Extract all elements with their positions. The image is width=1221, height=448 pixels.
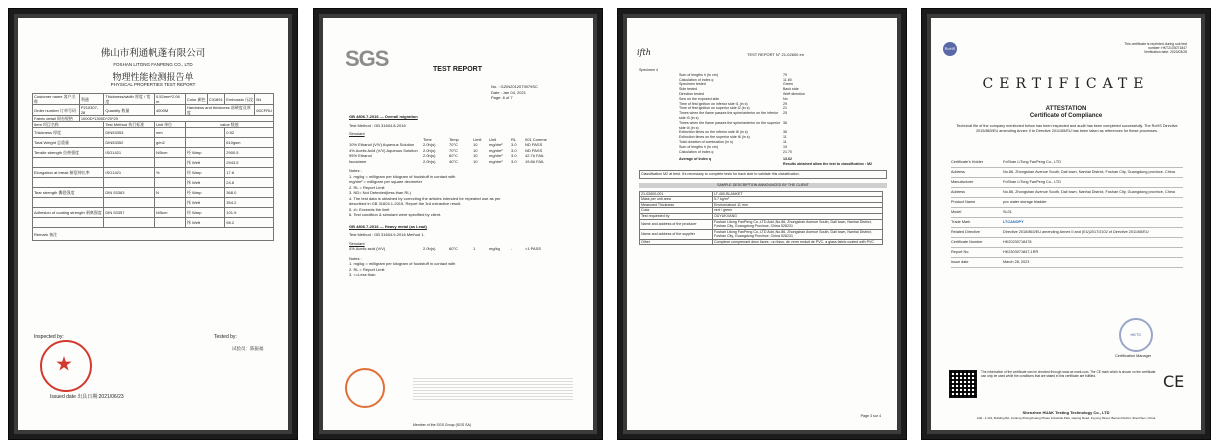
column-header: Item 项目名称 [33,122,104,128]
issuer-name: Shenzhen HUAK Testing Technology Co., LTD [1022,410,1110,415]
table-row [349,159,569,165]
field-label: Certificate's Holder [951,160,983,164]
column-header: Test Method 执行标准 [104,122,155,128]
rohs-logo: RoHS [943,42,957,56]
cell: % [154,168,185,178]
note-line: mg/dm² = milligram per square decimeter [349,179,423,184]
cell: Fabric detail 网布规格 [33,116,80,122]
cell: 21-02600-001 [640,191,713,197]
field-value: HK2303071847-1RR [1003,250,1039,254]
cell: 5.7 kg/m² [713,197,883,203]
cell [154,218,185,228]
cell: 2.0h(s) [423,158,436,164]
cell: 3.0 [511,158,517,164]
cell: 2.0h(s) [423,153,436,158]
field-label: Model [951,210,962,214]
cell: g/m2 [154,138,185,148]
cell: Embossin 压纹 [225,94,255,105]
report-title-cn: 物理性能检测报告单 [112,73,194,83]
field-value: HK20230718478 [1003,240,1032,244]
cell [104,198,155,208]
measurement-label: Extinction times on the inferior side t5 (in s) [679,130,748,135]
column-header: Limit [473,136,482,142]
field-row [951,218,1183,228]
report-number: No. : GZIN2012073979SC [491,84,538,89]
report-body [639,68,887,245]
compliance-line: Certificate of Compliance [1029,113,1103,119]
cell: mm [154,128,185,138]
measurement-value: Weft direction [783,91,805,96]
note-line: 2. RL = Report Limit [349,266,385,272]
cell: B4 [255,94,274,105]
field-value: FoShan LiTong FanPeng Co., LTD [1003,160,1061,164]
cell: 0.52 [225,128,274,138]
fire-test-report [627,18,897,430]
measurement-label: Total duration of combustion (in s) [679,139,733,144]
hktc-seal: HKTC [1119,318,1153,352]
table-row [33,168,274,178]
table-row [349,246,569,252]
note-line: 3. ND= Not Detected(less than RL) [349,190,411,195]
measurement-label: Extinction times on the superior side t6 (in s) [679,135,750,140]
field-label: Manufacturer [951,180,974,184]
cell: 1000D*1300D*20*20 [79,116,273,122]
certification-manager: Certification Manager [1115,354,1152,358]
heavy-metal-rows [349,246,569,252]
cell: Quantity 数量 [104,105,155,116]
verification-note: The information of the certificate can be checked through www.ce-mark.com. The CE mark which is shown on the certificate can only be used while the conditions that are stated in this certificate are fulfilled. [981,370,1156,378]
notes-list [349,174,569,218]
cell: 3.0 [511,147,517,153]
attestation-line: ATTESTATION [1045,106,1087,112]
cell: - [511,246,513,251]
lab-logo: ifth [637,48,651,57]
section-title: GB 4806.7-2016 — Overall migration [349,114,418,119]
notes-label: Notes : [349,168,362,173]
certificate-fields [951,158,1183,268]
cell [104,158,155,168]
table-row [33,208,274,218]
tester-signature: 试验员：陈振福 [232,346,264,351]
field-row [951,198,1183,208]
cell: ISO1421 [104,168,155,178]
cell: Other [640,239,713,245]
cell [33,178,104,188]
measurement-label: Calculation of index q [679,77,714,82]
measurement-row [639,150,887,155]
cell: Isooctane [349,158,367,164]
cell: 10 [473,147,478,153]
cell: mg/dm² [489,147,503,153]
cell: 4% Acetic acid (V/V) [349,246,386,251]
page-number: Page 3 sur 4 [860,414,881,418]
note-line: 1. mg/kg = milligram per kilogram of foodstuff in contact with [349,173,456,179]
field-label: Address [951,170,965,174]
cell: 3.0 [511,142,517,147]
table-row [33,198,274,208]
certificate-frame-3 [617,8,907,440]
field-row [951,258,1183,268]
cell: 纬 Weft [185,198,224,208]
measurement-list [639,73,887,155]
report-meta [491,84,538,101]
cell: 纬 Weft [185,218,224,228]
measurement-label: Times when the flame passes the spine/anterior on the superior side t4 (in s) [679,120,781,130]
cell [104,218,155,228]
cell: 60CFRU [255,105,274,116]
cell: 经 Warp [185,208,224,218]
cell [33,198,104,208]
cell: 纬 Weft [185,158,224,168]
simulant-label: Simulant [349,131,365,136]
report-title-en: PHYSICAL PROPERTIES TEST REPORT [110,82,196,87]
cell: <1 PASS [525,246,542,251]
header-line: This certificate is reprinted during sub test [1124,42,1187,46]
measurement-label: Sew on the exposed side [679,96,720,101]
table-row [33,218,274,228]
cell: 610gsm [225,138,274,148]
table-row [640,229,883,239]
cell: DIN53352 [104,138,155,148]
cell: vert / green [713,208,883,214]
cell: 19.8# FAIL [525,158,545,164]
cell: ND PASS [525,147,543,153]
notes-list [349,261,569,278]
measurement-row [639,121,887,131]
cell: 95% Ethanol [349,153,372,158]
measurement-value: 29 [783,101,787,106]
cell: 24.6 [225,178,274,188]
cell: 10 [473,158,478,164]
cell: 42.7# FAIL [525,153,545,158]
cell: 3.0 [511,153,517,158]
issue-date: Issued date 出具日期:2021/06/23 [50,394,124,400]
measurement-label: Side tested [679,87,697,92]
test-result-table [32,93,274,241]
cell: N/5cm [154,208,185,218]
cell: Tear strength 撕裂强度 [33,188,104,198]
field-label: Trade Mark [951,220,971,224]
measurement-value: 11.60 [783,77,792,82]
note-line: 4. The test data is obtained by correcting the articles intended for repeated use as per [349,195,501,201]
cell: DIN 53357 [104,208,155,218]
header-line: Verification date: 2023/03/28 [1144,50,1187,55]
cell: Thickness/width 厚度 / 宽度 [104,94,155,105]
cell: 2900.5 [225,148,274,158]
cell: Foshan Litong FanPeng Co.,LTD Add.;No.86, Zhongshan Avenue South, Dali town, Nanhai District, Foshan City, Guangdong Province, China 528231 [713,219,883,229]
field-label: Address [951,190,965,194]
cell: 2.0h(s) [423,147,436,153]
cell: Thickness 厚度 [33,128,104,138]
report-body [349,114,569,278]
field-value: pvc water storage bladder [1003,200,1047,204]
ce-mark-icon: CE [1163,372,1185,391]
report-date: Date : Jan 04, 2021 [491,89,526,95]
field-value: FoShan LiTong FanPeng Co., LTD [1003,180,1061,184]
physical-test-report [18,18,288,430]
measurement-value: 25 [783,111,787,116]
cell: mg/dm² [489,158,503,164]
cell [33,158,104,168]
note-line: 5. #= Exceeds the limit [349,206,390,212]
sgs-stamp [345,368,385,408]
cell: OUYUKXANG [713,213,883,219]
cell: Foshan Litong FanPeng Co.,LTD Add.;No.86, Zhongshan Avenue South, Dali town, Nanhai District, Foshan City, Guangdong Province, China 528231 [713,229,883,239]
cell [185,138,224,148]
column-header: RL [511,136,517,142]
cell: Color [640,208,713,214]
table-row [33,158,274,168]
section-title: GB 4806.7-2016 — Heavy metal (as Lead) [349,223,427,229]
cell: LT-400-BLANKET [713,191,883,197]
tested-by-label: Tested by: [214,334,237,340]
fine-print [413,378,573,402]
measurement-value: No [783,96,788,101]
table-row [33,128,274,138]
measurement-value: 21.70 [783,149,792,154]
cell: P210307-28 [79,105,104,116]
table-row [33,138,274,148]
field-label: Product Name [951,200,976,204]
field-label: Report No. [951,250,970,254]
cell [185,128,224,138]
measurement-label: Specimen tested [679,82,706,87]
cell: DIN53353 [104,128,155,138]
measurement-label: Calculation of index q [679,149,714,154]
report-header: TEST REPORT N° 21-02600 en [747,52,804,57]
trade-mark-logo: LTCANOPY [1003,220,1024,224]
company-seal-stamp [40,340,92,392]
column-header: value 数值 [185,122,273,128]
cell: Test requested by [640,213,713,219]
report-title: TEST REPORT [433,66,483,73]
measurement-label: Direction tested [679,91,704,96]
cell [154,198,185,208]
cell: Customer name 客户名称 [33,94,80,105]
inspected-by-label: Inspected by: [34,334,64,340]
field-value: No.86, Zhongshan Avenue South, Dali town, Nanhai District, Foshan City, Guangdong province, China [1003,190,1175,194]
section-title: SAMPLE DESCRIPTION ANNOUNCED BY THE CLIENT [639,183,887,188]
field-value: Directive 2015/863/EU amending Annex II and (EU)2017/2102 of Directive 2011/65/EU [1003,230,1149,234]
field-row [951,168,1183,178]
measurement-value: Green [783,82,793,87]
field-row [951,158,1183,168]
cell: mg/dm² [489,142,503,147]
certificate-frame-2 [313,8,603,440]
test-method: Test Method : GB 31604.8-2016 [349,122,406,128]
cell: Color 颜色 [185,94,207,105]
measurement-value: 11 [783,139,787,144]
measurement-label: Sum of lengths h (in cm) [679,144,718,149]
certificate-frame-1 [8,8,298,440]
header-note [1087,42,1187,55]
column-header: Unit [489,136,497,142]
cell: mg/dm² [489,153,503,158]
table-row [33,148,274,158]
field-row [951,238,1183,248]
cell: 10 [473,142,478,147]
table-row [33,188,274,198]
cell: 利通 [79,94,104,105]
cell: mg/kg [489,246,500,251]
table-row [640,239,883,245]
cell: Adhesion of coating strength 剥离强度 [33,208,104,218]
measurement-value: 19 [783,144,787,149]
measurement-label: Time of first ignition on superior side t2 (in s) [679,106,750,111]
note-line: described in GB 31604.1-2015. Report the 3rd extractive result. [349,201,462,206]
cell: N [154,188,185,198]
certificate-frame-4 [921,8,1211,440]
cell: 98.2 [225,218,274,228]
cell: DIN 53363 [104,188,155,198]
cell: Mass per unit area [640,197,713,203]
cell: Complexe comprenant deux faces : un tissu, de verre enduit de PVC, a glass fabric coated with PVC [713,239,883,245]
measurement-label: Times when the flame passes the spine/anterior on the inferior side t3 (in s) [679,111,779,120]
cell: 经 Warp [185,148,224,158]
company-name-cn: 佛山市利通帆蓬有限公司 [100,48,206,59]
cell: 0.52mm*2.06 m [154,94,185,105]
issuer-address: Add.: 1-101, Building B2, Junfeng Zhongchuang Phase Industrial Park, Heping Road, Fuyong Street, Bao'an District, Shenzhen, China [976,416,1156,420]
attestation-title [931,106,1201,120]
average-value: 13.62 [783,157,792,162]
cell [33,218,104,228]
test-method: Test Method : GB 31604.9-2016 Method 1. [349,232,425,237]
cell: 354.2 [225,198,274,208]
field-row [951,188,1183,198]
measurement-value: 21 [783,106,787,111]
cell [104,178,155,188]
cell: 368.0 [225,188,274,198]
qr-code-icon [949,370,977,398]
cell: N/5cm [154,148,185,158]
cell: 60°C [449,246,458,251]
measurement-value: 79 [783,72,787,77]
cell: 2.0h(s) [423,246,436,251]
field-value: No.86, Zhongshan Avenue South, Dali town, Nanhai District, Foshan City, Guangdong province, China [1003,170,1175,174]
field-row [951,248,1183,258]
cell: 70°C [449,142,458,147]
column-header: Temp [449,136,459,142]
note-line: 6. Test condition & simulant were specified by client. [349,212,442,217]
field-row [951,228,1183,238]
cell: Hardness and thickness 前硬度及厚度 [185,105,255,116]
cell: Total Weight 总重量 [33,138,104,148]
field-label: Related Directive [951,230,980,234]
specimen-label: Specimen 4 [639,68,658,72]
measurement-label: Sum of lengths h (in cm) [679,72,718,77]
measurement-value: 36 [783,120,787,125]
measurement-value: 36 [783,130,787,135]
note-line: 1. mg/kg = milligram per kilogram of foodstuff in contact with [349,261,456,266]
cell: 经 Warp [185,168,224,178]
sgs-test-report [323,18,593,430]
cell: 2943.5 [225,158,274,168]
cell: Name and address of the producer [640,219,713,229]
cell: ISO1421 [104,148,155,158]
cell: Order number 订单号码 [33,105,80,116]
cell [154,158,185,168]
cell: Measured Thickness [640,202,713,208]
cell: 4000M [154,105,185,116]
intro-text: Technical file of the company mentioned below has been inspected and audit has been completed successfully. The RoHS Directive 2015/863/EU amending Annex II to Directive 2011/65/EU has been taken as references for these processes. [956,124,1178,133]
notes-label: Notes : [349,255,362,261]
note-line: 3. <=Less than [349,272,376,277]
cell: 60°C [449,153,458,158]
cell: Elongation at break 断裂伸长率 [33,168,104,178]
cell: ND PASS [525,142,543,147]
remark-cell: Remark 备注 [33,228,274,241]
simulant-label: Simulant [349,240,365,246]
cell: 10 [473,153,478,158]
cell: 10% Ethanol (V/V) Aqueous Solution [349,142,415,147]
column-header: Time [423,136,432,142]
field-label: Certificate Number [951,240,983,244]
cell: Name and address of the supplier [640,229,713,239]
sgs-logo: SGS [345,46,389,71]
field-value: March 28, 2023 [1003,260,1030,264]
cell: C31891 [207,94,225,105]
note-line: 2. RL = Report Limit [349,184,385,190]
cell: Tensile strength 拉伸强度 [33,148,104,158]
cell: 40°C [449,158,458,164]
classification-result: Results obtained allow the test to classification : M2 [783,162,873,167]
header-line: number: HKT2103071847 [1147,46,1187,51]
measurement-row [639,111,887,121]
cell [154,178,185,188]
classification-note: Classification M2 at best. It's necessary to complete tests for back side to validate this classification. [639,170,887,179]
field-label: Issue date [951,260,969,264]
cell: 4% Acetic Acid (V/V) Aqueous Solution [349,147,418,153]
cell: 纬 Weft [185,178,224,188]
measurement-value: 11 [783,135,787,140]
cell: 101.9 [225,208,274,218]
company-name-en: FOSHAN LITONG FANPENG CO., LTD [113,62,193,67]
table-row [33,178,274,188]
column-header: Unit 单位 [154,122,185,128]
table-row [640,219,883,229]
migration-rows [349,142,569,164]
rohs-certificate [931,18,1201,430]
measurement-label: Time of first ignition on inferior side t1 (in s) [679,101,748,106]
cell: 70°C [449,147,458,153]
sample-description-table [639,191,883,246]
field-value: SL01 [1003,210,1012,214]
certificate-title: CERTIFICATE [982,76,1150,92]
measurement-value: Back side [783,87,799,92]
average-label: Average of index q [679,157,712,162]
footer-text: Member of the SGS Group (SGS SA) [413,423,471,427]
cell: Environ/about 11 mm [713,202,883,208]
cell: 1 [473,246,476,251]
field-row [951,178,1183,188]
cell: 经 Warp [185,188,224,198]
column-header: 001 Comme [525,136,547,142]
report-page: Page: 6 of 7 [491,95,513,100]
cell: 17.6 [225,168,274,178]
field-row [951,208,1183,218]
cell: 2.0h(s) [423,142,436,147]
